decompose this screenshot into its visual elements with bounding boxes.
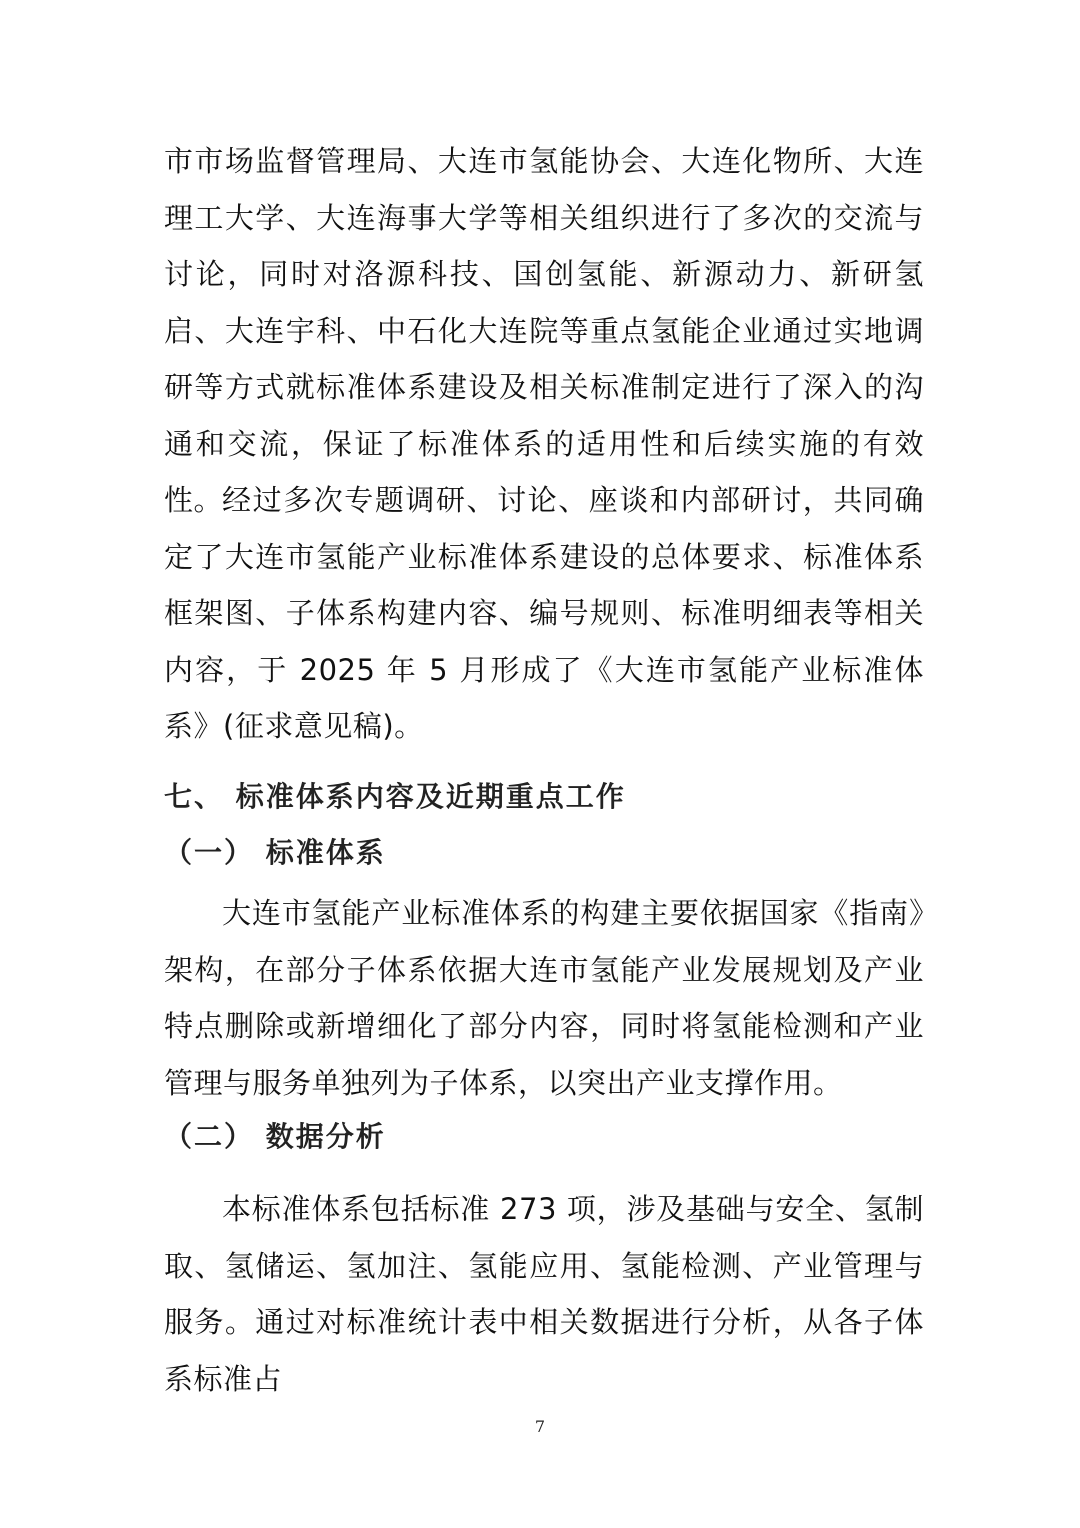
paragraph-standard-system: 大连市氢能产业标准体系的构建主要依据国家《指南》架构，在部分子体系依据大连市氢能产业发展规划及产业特点删除或新增细化了部分内容，同时将氢能检测和产业管理与服务单独列为子体系，以突出产业支撑作用。 [164,896,924,1100]
page-number: 7 [534,1417,546,1436]
subsection-heading-standard-system: （一） 标准体系 [164,836,386,869]
paragraph-data-analysis: 本标准体系包括标准 273 项，涉及基础与安全、氢制取、氢储运、氢加注、氢能应用、氢能检测、产业管理与服务。通过对标准统计表中相关数据进行分析，从各子体系标准占 [164,1192,924,1396]
paragraph-drafting: 经过多次专题调研、讨论、座谈和内部研讨，共同确定了大连市氢能产业标准体系建设的总体要求、标准体系框架图、子体系构建内容、编号规则、标准明细表等相关内容，于 2025 年 5 月形成了《大连市氢能产业标准体系》(征求意见稿)。 [164,483,924,743]
subsection-heading-data-analysis: （二） 数据分析 [164,1120,386,1153]
section-heading-7: 七、 标准体系内容及近期重点工作 [164,780,626,813]
paragraph-consultation: 市市场监督管理局、大连市氢能协会、大连化物所、大连理工大学、大连海事大学等相关组织进行了多次的交流与讨论，同时对洛源科技、国创氢能、新源动力、新研氢启、大连宇科、中石化大连院等重点氢能企业通过实地调研等方式就标准体系建设及相关标准制定进行了深入的沟通和交流，保证了标准体系的适用性和后续实施的有效性。 [164,144,924,517]
